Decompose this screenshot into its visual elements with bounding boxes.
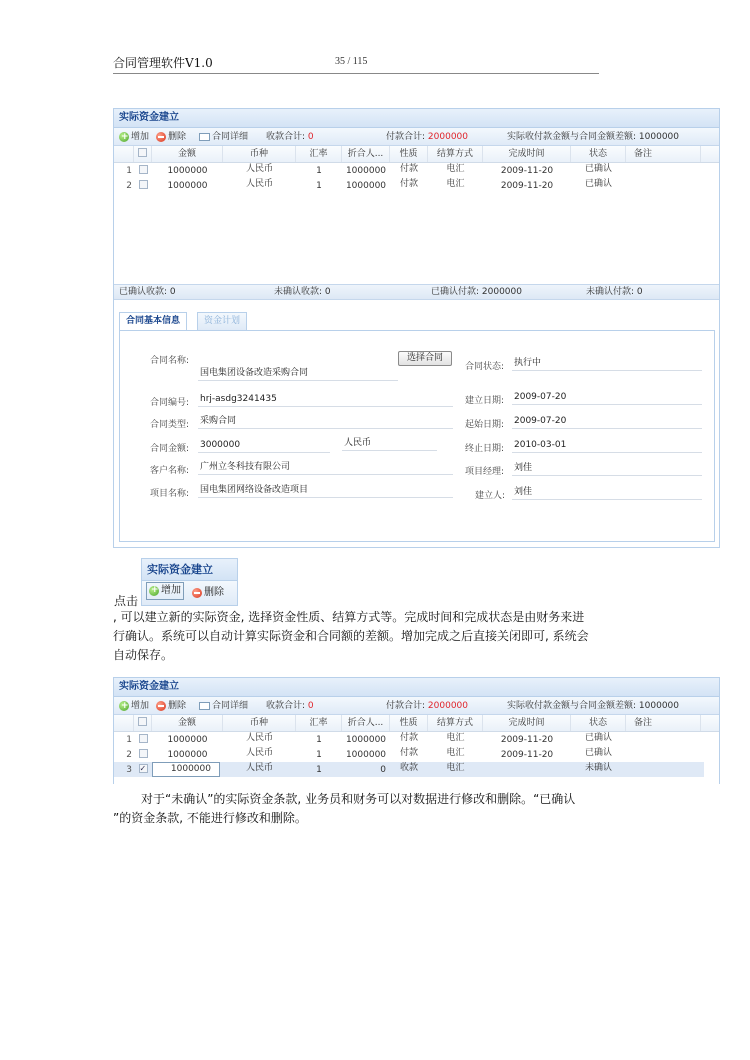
contract-name-label: 合同名称:: [150, 356, 190, 366]
receipt-total-label: 收款合计:: [266, 701, 306, 711]
creator-field[interactable]: 刘佳: [512, 486, 702, 500]
add-icon: [119, 132, 129, 142]
toolbar-snippet: [141, 558, 238, 606]
row-number: 1: [126, 166, 132, 176]
cell-amount: 1000000: [167, 166, 208, 176]
col-date[interactable]: 完成时间: [483, 146, 571, 162]
cell-date: 2009-11-20: [500, 735, 554, 745]
add-label: 增加: [131, 701, 150, 711]
delete-button[interactable]: [156, 697, 186, 715]
cell-amount: 1000000: [167, 735, 208, 745]
contract-no-field[interactable]: hrj-asdg3241435: [198, 393, 453, 407]
contract-type-field[interactable]: 采购合同: [198, 415, 453, 429]
end-date-field[interactable]: 2010-03-01: [512, 439, 702, 453]
delete-icon: [156, 132, 166, 142]
cell-date: 2009-11-20: [500, 166, 554, 176]
cell-currency: 人民币: [245, 733, 273, 743]
created-date-field[interactable]: 2009-07-20: [512, 391, 702, 405]
manager-label: 项目经理:: [465, 467, 505, 477]
difference-total: [507, 128, 679, 146]
cell-date: 2009-11-20: [500, 750, 554, 760]
payment-total-value: 2000000: [427, 701, 469, 711]
payment-total-label: 付款合计:: [386, 701, 426, 711]
snippet-toolbar: [142, 581, 237, 605]
grid-header: [114, 715, 719, 732]
difference-total: [507, 697, 679, 715]
cell-method: 电汇: [446, 763, 465, 773]
unconfirmed-payment: 未确认付款: 0: [586, 287, 643, 297]
page-number: 35 / 115: [335, 56, 368, 67]
toolbar: [114, 697, 719, 715]
col-rate[interactable]: 汇率: [296, 146, 342, 162]
table-row[interactable]: [114, 178, 719, 193]
row-checkbox[interactable]: [134, 732, 152, 747]
status-field[interactable]: 执行中: [512, 357, 702, 371]
confirmed-payment: 已确认付款: 2000000: [431, 287, 522, 297]
panel-title: 实际资金建立: [114, 109, 719, 128]
cell-rmb: 0: [380, 765, 386, 775]
paragraph-line: 自动保存。: [113, 648, 174, 662]
row-checkbox[interactable]: [134, 178, 152, 193]
panel-title: 实际资金建立: [114, 678, 719, 697]
col-status[interactable]: 状态: [571, 715, 626, 731]
snippet-add-label: 增加: [161, 585, 181, 596]
cell-type: 付款: [399, 164, 418, 174]
col-rate[interactable]: 汇率: [296, 715, 342, 731]
contract-currency-field[interactable]: 人民币: [342, 437, 437, 451]
snippet-add-button[interactable]: [146, 582, 184, 600]
summary-bar: [114, 284, 719, 300]
delete-label: 删除: [168, 701, 187, 711]
row-number: 2: [126, 181, 132, 191]
paragraph-add-instructions: [113, 608, 643, 665]
row-number: 1: [126, 735, 132, 745]
col-amount[interactable]: 金额: [152, 715, 223, 731]
col-amount[interactable]: 金额: [152, 146, 223, 162]
actual-funds-panel: [113, 108, 720, 548]
select-all-checkbox[interactable]: [134, 715, 152, 731]
end-date-label: 终止日期:: [465, 444, 505, 454]
cell-type: 付款: [399, 748, 418, 758]
cell-amount: 1000000: [167, 181, 208, 191]
table-row-editing[interactable]: [114, 762, 704, 777]
grid-header: [114, 146, 719, 163]
cell-method: 电汇: [446, 733, 465, 743]
actual-funds-panel-edit: [113, 677, 720, 784]
paragraph-line: ”的资金条款, 不能进行修改和删除。: [113, 811, 307, 825]
cell-amount: 1000000: [167, 750, 208, 760]
customer-label: 客户名称:: [150, 466, 190, 476]
cell-rmb: 1000000: [345, 166, 387, 176]
cell-currency: 人民币: [245, 763, 273, 773]
tab-fund-plan[interactable]: 资金计划: [197, 312, 247, 330]
receipt-total: [266, 697, 314, 715]
contract-no-label: 合同编号:: [150, 398, 190, 408]
payment-total-label: 付款合计:: [386, 132, 426, 142]
receipt-total-value: 0: [307, 132, 314, 142]
snippet-delete-label: 删除: [204, 587, 224, 598]
rownum-header: [114, 146, 134, 162]
cell-currency: 人民币: [245, 748, 273, 758]
payment-total: [386, 128, 468, 146]
cell-method: 电汇: [446, 164, 465, 174]
col-date[interactable]: 完成时间: [483, 715, 571, 731]
contract-amount-field[interactable]: 3000000: [198, 439, 330, 453]
cell-status: 已确认: [584, 164, 612, 174]
select-all-checkbox[interactable]: [134, 146, 152, 162]
cell-rate: 1: [316, 735, 322, 745]
table-row[interactable]: [114, 747, 719, 762]
contract-info-form: [119, 330, 715, 542]
cell-rate: 1: [316, 181, 322, 191]
add-label: 增加: [131, 132, 150, 142]
rownum-header: [114, 715, 134, 731]
delete-icon: [192, 588, 202, 598]
project-field[interactable]: 国电集团网络设备改造项目: [198, 484, 453, 498]
delete-button[interactable]: [156, 128, 186, 146]
snippet-delete-button[interactable]: [192, 582, 224, 604]
toolbar: [114, 128, 719, 146]
receipt-total: [266, 128, 314, 146]
cell-method: 电汇: [446, 748, 465, 758]
col-method[interactable]: 结算方式: [428, 146, 483, 162]
project-label: 项目名称:: [150, 489, 190, 499]
cell-status: 已确认: [584, 748, 612, 758]
cell-type: 付款: [399, 733, 418, 743]
difference-label: 实际收付款金额与合同金额差额:: [507, 701, 637, 711]
row-checkbox[interactable]: [134, 747, 152, 762]
difference-value: 1000000: [638, 132, 680, 142]
contract-amount-label: 合同金额:: [150, 444, 190, 454]
detail-icon: [199, 133, 210, 141]
cell-method: 电汇: [446, 179, 465, 189]
row-number: 3: [126, 765, 132, 775]
paragraph-line: , 可以建立新的实际资金, 选择资金性质、结算方式等。完成时间和完成状态是由财务来进: [113, 610, 585, 624]
cell-rate: 1: [316, 765, 322, 775]
cell-rmb: 1000000: [345, 735, 387, 745]
detail-label: 合同详细: [212, 701, 249, 711]
payment-total-value: 2000000: [427, 132, 469, 142]
delete-icon: [156, 701, 166, 711]
cell-currency: 人民币: [245, 179, 273, 189]
cell-rmb: 1000000: [345, 750, 387, 760]
creator-label: 建立人:: [475, 491, 506, 501]
amount-edit-input[interactable]: 1000000: [152, 762, 220, 777]
start-date-label: 起始日期:: [465, 420, 505, 430]
paragraph-line: 行确认。系统可以自动计算实际资金和合同额的差额。增加完成之后直接关闭即可, 系统会: [113, 629, 589, 643]
tab-contract-info[interactable]: 合同基本信息: [119, 312, 187, 331]
detail-label: 合同详细: [212, 132, 249, 142]
unconfirmed-receipt: 未确认收款: 0: [274, 287, 331, 297]
col-rmb[interactable]: 折合人...: [342, 715, 390, 731]
col-method[interactable]: 结算方式: [428, 715, 483, 731]
receipt-total-value: 0: [307, 701, 314, 711]
confirmed-receipt: 已确认收款: 0: [119, 287, 176, 297]
add-icon: [119, 701, 129, 711]
receipt-total-label: 收款合计:: [266, 132, 306, 142]
row-checkbox[interactable]: [134, 163, 152, 178]
snippet-title: 实际资金建立: [142, 559, 237, 581]
col-currency[interactable]: 币种: [223, 146, 296, 162]
difference-value: 1000000: [638, 701, 680, 711]
cell-status: 已确认: [584, 179, 612, 189]
cell-date: [483, 762, 571, 777]
payment-total: [386, 697, 468, 715]
paragraph-line: 对于“未确认”的实际资金条款, 业务员和财务可以对数据进行修改和删除。“已确认: [141, 792, 576, 806]
cell-date: 2009-11-20: [500, 181, 554, 191]
col-currency[interactable]: 币种: [223, 715, 296, 731]
row-checkbox[interactable]: [134, 762, 152, 777]
row-number: 2: [126, 750, 132, 760]
add-button[interactable]: [119, 128, 149, 146]
cell-currency: 人民币: [245, 164, 273, 174]
add-icon: [149, 586, 159, 596]
col-note[interactable]: 备注: [626, 146, 701, 162]
cell-rate: 1: [316, 166, 322, 176]
add-button[interactable]: [119, 697, 149, 715]
col-note[interactable]: 备注: [626, 715, 701, 731]
contract-type-label: 合同类型:: [150, 420, 190, 430]
cell-type: 付款: [399, 179, 418, 189]
col-type[interactable]: 性质: [390, 146, 428, 162]
difference-label: 实际收付款金额与合同金额差额:: [507, 132, 637, 142]
manager-field[interactable]: 刘佳: [512, 462, 702, 476]
contract-detail-button[interactable]: [199, 697, 248, 715]
cell-status: 未确认: [584, 763, 612, 773]
document-title: 合同管理软件V1.0: [113, 56, 213, 70]
status-label: 合同状态:: [465, 362, 505, 372]
page-header: [113, 52, 599, 74]
start-date-field[interactable]: 2009-07-20: [512, 415, 702, 429]
contract-detail-button[interactable]: [199, 128, 248, 146]
contract-name-field[interactable]: 国电集团设备改造采购合同: [198, 367, 398, 381]
cell-rmb: 1000000: [345, 181, 387, 191]
paragraph-edit-rules: [113, 790, 653, 828]
col-type[interactable]: 性质: [390, 715, 428, 731]
tab-container: [114, 312, 719, 547]
table-row[interactable]: [114, 732, 719, 747]
cell-status: 已确认: [584, 733, 612, 743]
cell-type: 收款: [399, 763, 418, 773]
col-rmb[interactable]: 折合人...: [342, 146, 390, 162]
table-row[interactable]: [114, 163, 719, 178]
click-prefix: 点击: [114, 594, 139, 608]
cell-rate: 1: [316, 750, 322, 760]
created-date-label: 建立日期:: [465, 396, 505, 406]
customer-field[interactable]: 广州立冬科技有限公司: [198, 461, 453, 475]
select-contract-button[interactable]: 选择合同: [398, 351, 452, 366]
col-status[interactable]: 状态: [571, 146, 626, 162]
delete-label: 删除: [168, 132, 187, 142]
detail-icon: [199, 702, 210, 710]
